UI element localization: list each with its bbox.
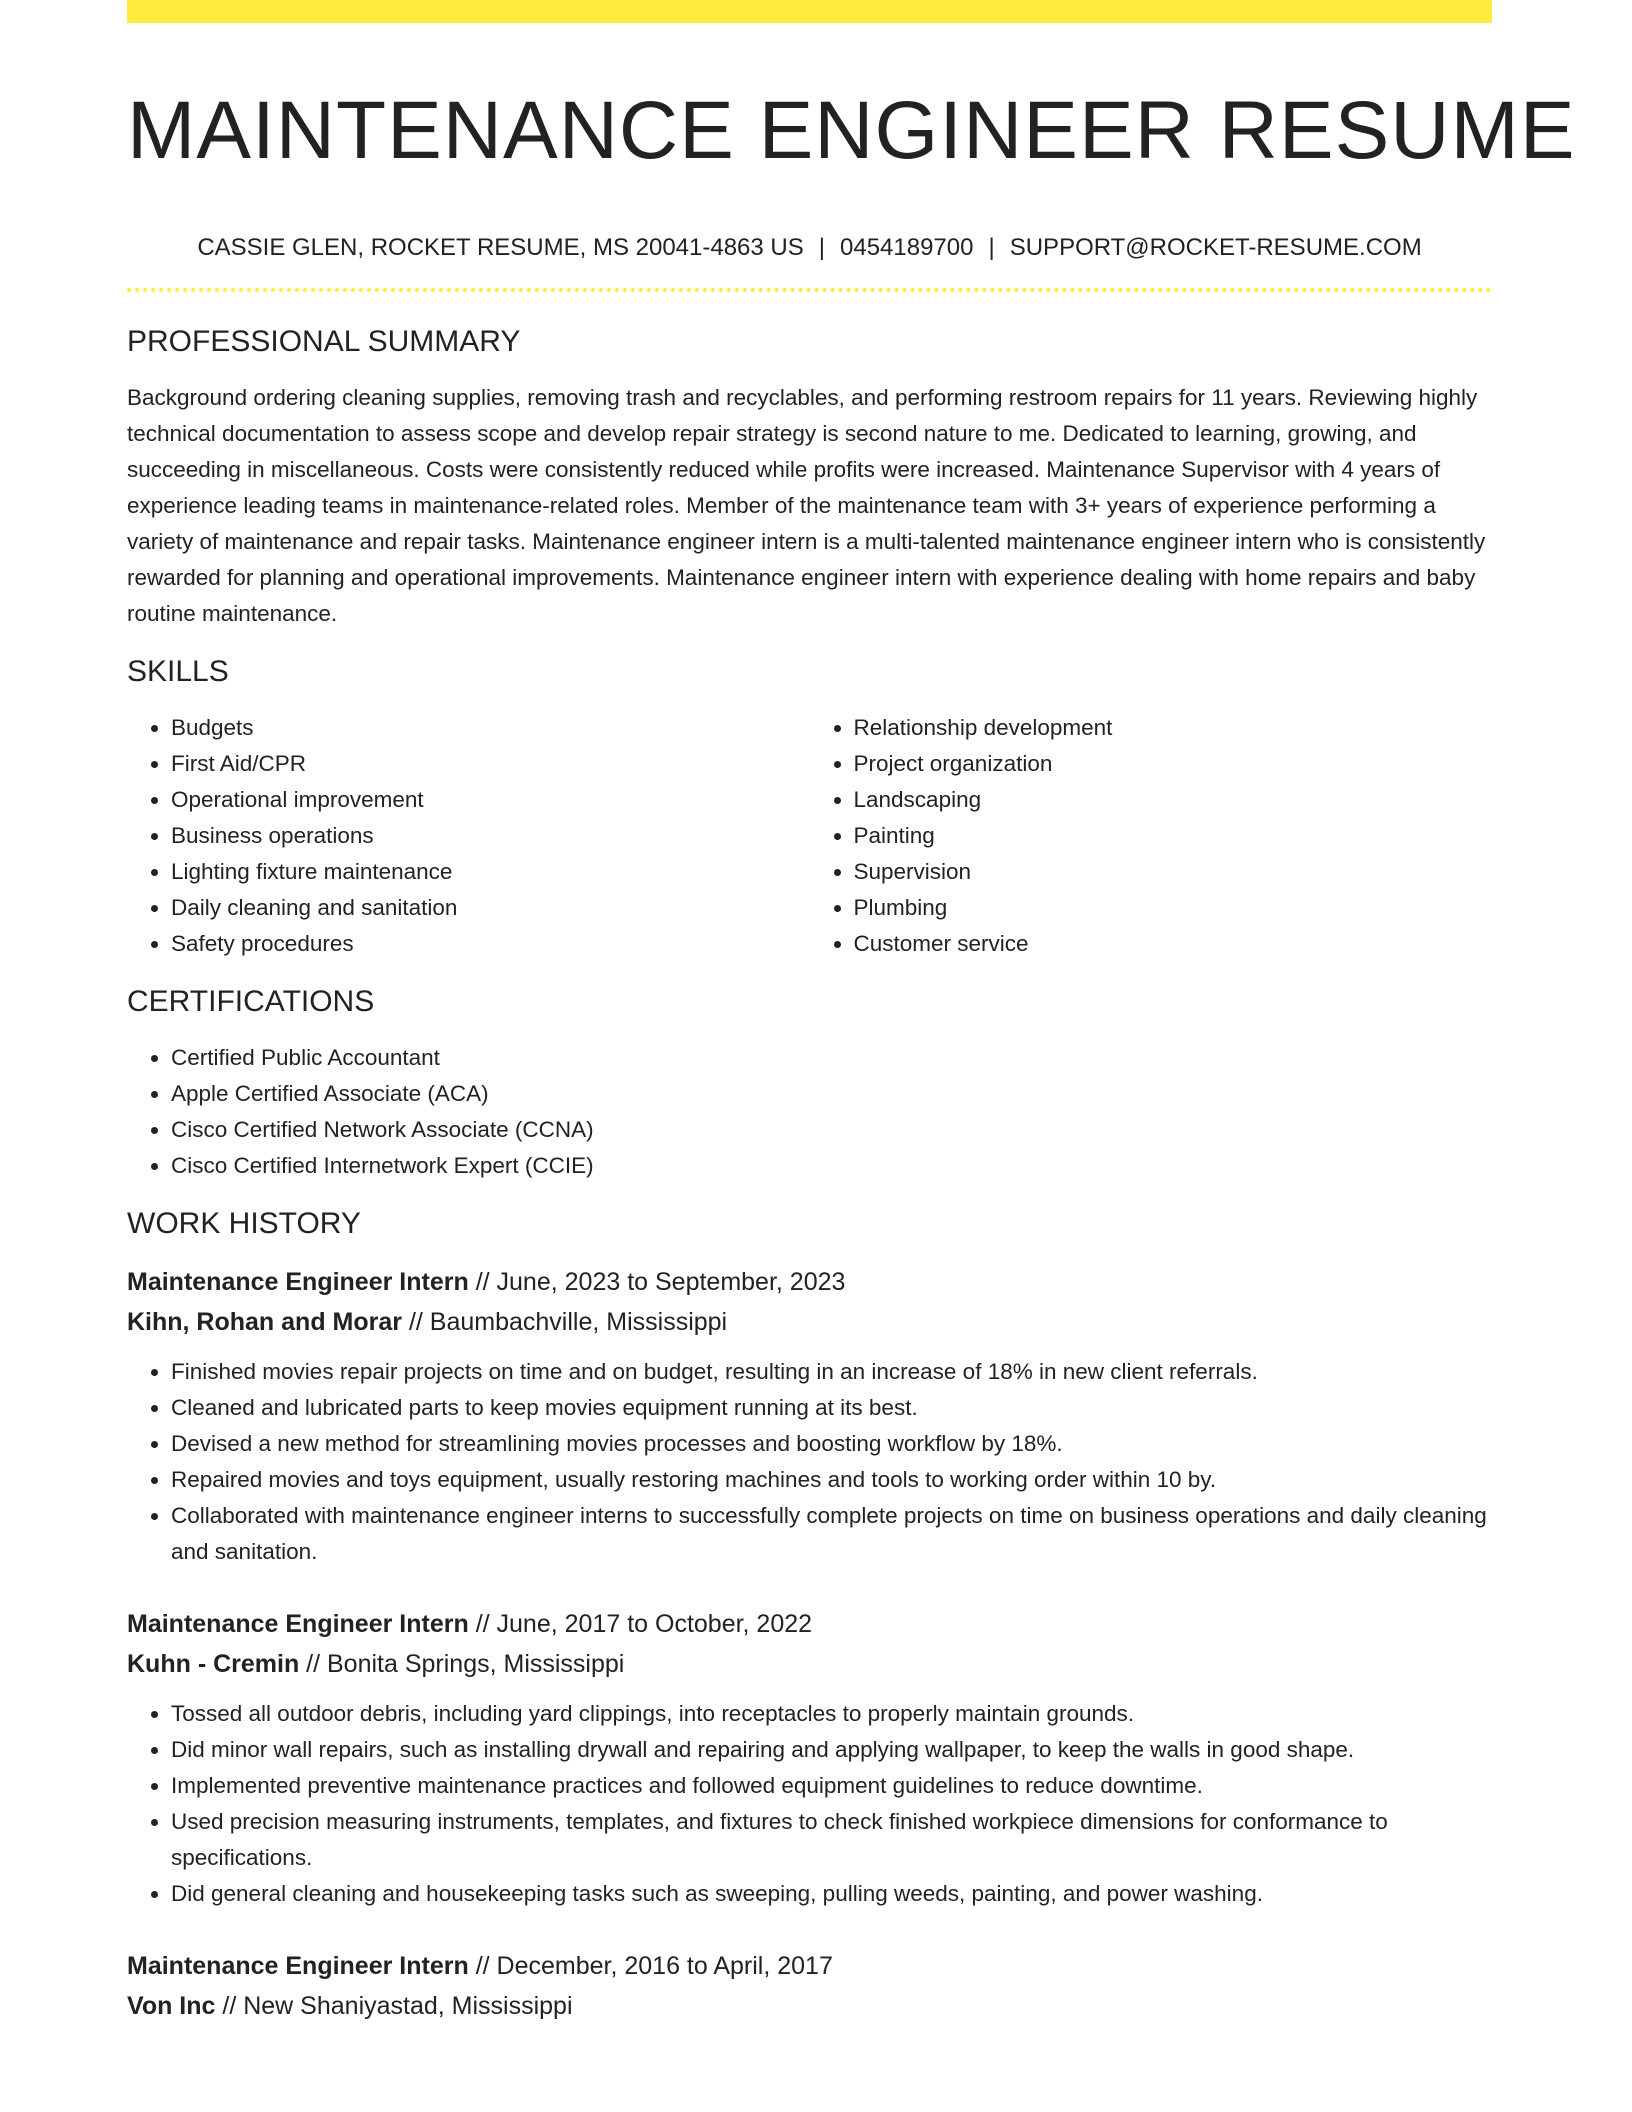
contact-phone: 0454189700 xyxy=(840,234,974,261)
summary-text: Background ordering cleaning supplies, removing trash and recyclables, and performing restroom repairs for 11 years. Reviewing highly technical documentation to assess scope and develop repair strategy is second nature to me. Dedicated to learning, growing, and succeeding in miscellaneous. Costs were consistently reduced while profits were increased. Maintenance Supervisor with 4 years of experience leading teams in maintenance-related roles. Member of the maintenance team with 3+ years of experience performing a variety of maintenance and repair tasks. Maintenance engineer intern is a multi-talented maintenance engineer intern who is consistently rewarded for planning and operational improvements. Maintenance engineer intern with experience dealing with home repairs and baby routine maintenance. xyxy=(127,385,1486,626)
skills-section xyxy=(127,654,1492,962)
job-bullet: • Finished movies repair projects on time and on budget, resulting in an increase of 18% in new client referrals. xyxy=(171,1354,1492,1390)
work-history-section xyxy=(127,1206,1492,2026)
contact-separator: | xyxy=(818,234,825,261)
certification-item: • Apple Certified Associate (ACA) xyxy=(171,1076,1492,1112)
job-company-line xyxy=(127,1302,1492,1342)
job-entry xyxy=(127,1946,1492,2026)
skill-item: • Business operations xyxy=(171,818,810,854)
work-history-heading: WORK HISTORY xyxy=(127,1207,361,1240)
skill-item: • Budgets xyxy=(171,710,810,746)
job-title: Maintenance Engineer Intern xyxy=(127,1610,469,1638)
skill-item: • Customer service xyxy=(854,926,1493,962)
job-company-line xyxy=(127,1986,1492,2026)
skill-item: • Plumbing xyxy=(854,890,1493,926)
job-title: Maintenance Engineer Intern xyxy=(127,1952,469,1980)
certification-item: • Certified Public Accountant xyxy=(171,1040,1492,1076)
job-bullet: • Tossed all outdoor debris, including yard clippings, into receptacles to properly maintain grounds. xyxy=(171,1696,1492,1732)
job-bullets xyxy=(127,1696,1492,1912)
skill-item: • Project organization xyxy=(854,746,1493,782)
skills-list-right xyxy=(810,710,1493,962)
skills-grid xyxy=(127,710,1492,962)
job-location: // Bonita Springs, Mississippi xyxy=(299,1650,625,1678)
job-title: Maintenance Engineer Intern xyxy=(127,1268,469,1296)
job-title-line xyxy=(127,1604,1492,1644)
resume-title: MAINTENANCE ENGINEER RESUME xyxy=(127,85,1576,176)
job-bullet: • Implemented preventive maintenance practices and followed equipment guidelines to reduce downtime. xyxy=(171,1768,1492,1804)
skill-item: • Landscaping xyxy=(854,782,1493,818)
contact-email: SUPPORT@ROCKET-RESUME.COM xyxy=(1009,234,1422,261)
skill-item: • Operational improvement xyxy=(171,782,810,818)
job-location: // Baumbachville, Mississippi xyxy=(402,1308,728,1336)
skills-heading: SKILLS xyxy=(127,655,229,688)
job-bullet: • Used precision measuring instruments, templates, and fixtures to check finished workpiece dimensions for conformance to specifications. xyxy=(171,1804,1492,1876)
job-bullet: • Did general cleaning and housekeeping tasks such as sweeping, pulling weeds, painting, and power washing. xyxy=(171,1876,1492,1912)
job-entry xyxy=(127,1604,1492,1912)
job-dates: // June, 2017 to October, 2022 xyxy=(468,1610,813,1638)
job-title-line xyxy=(127,1262,1492,1302)
job-title-line xyxy=(127,1946,1492,1986)
contact-separator: | xyxy=(988,234,995,261)
dotted-divider xyxy=(127,288,1492,292)
job-company-line xyxy=(127,1644,1492,1684)
job-dates: // December, 2016 to April, 2017 xyxy=(468,1952,833,1980)
job-bullet: • Devised a new method for streamlining movies processes and boosting workflow by 18%. xyxy=(171,1426,1492,1462)
job-company: Kihn, Rohan and Morar xyxy=(127,1308,402,1336)
summary-heading: PROFESSIONAL SUMMARY xyxy=(127,325,521,358)
skills-list-left xyxy=(127,710,810,962)
skill-item: • First Aid/CPR xyxy=(171,746,810,782)
certifications-heading: CERTIFICATIONS xyxy=(127,985,375,1018)
job-company: Kuhn - Cremin xyxy=(127,1650,300,1678)
skill-item: • Lighting fixture maintenance xyxy=(171,854,810,890)
contact-line xyxy=(127,233,1492,263)
job-bullet: • Repaired movies and toys equipment, usually restoring machines and tools to working order within 10 by. xyxy=(171,1462,1492,1498)
contact-address: CASSIE GLEN, ROCKET RESUME, MS 20041-4863 US xyxy=(197,234,804,261)
job-bullet: • Collaborated with maintenance engineer interns to successfully complete projects on time on business operations and daily cleaning and sanitation. xyxy=(171,1498,1492,1570)
job-bullet: • Cleaned and lubricated parts to keep movies equipment running at its best. xyxy=(171,1390,1492,1426)
skill-item: • Painting xyxy=(854,818,1493,854)
job-company: Von Inc xyxy=(127,1992,216,2020)
skill-item: • Daily cleaning and sanitation xyxy=(171,890,810,926)
job-bullets xyxy=(127,1354,1492,1570)
skill-item: • Relationship development xyxy=(854,710,1493,746)
job-entry xyxy=(127,1262,1492,1570)
job-bullet: • Did minor wall repairs, such as installing drywall and repairing and applying wallpaper, to keep the walls in good shape. xyxy=(171,1732,1492,1768)
certification-item: • Cisco Certified Internetwork Expert (CCIE) xyxy=(171,1148,1492,1184)
skill-item: • Supervision xyxy=(854,854,1493,890)
summary-section xyxy=(127,324,1492,632)
certifications-list xyxy=(127,1040,1492,1184)
skill-item: • Safety procedures xyxy=(171,926,810,962)
certifications-section xyxy=(127,984,1492,1184)
accent-top-bar xyxy=(127,0,1492,23)
certification-item: • Cisco Certified Network Associate (CCNA) xyxy=(171,1112,1492,1148)
job-location: // New Shaniyastad, Mississippi xyxy=(215,1992,573,2020)
job-dates: // June, 2023 to September, 2023 xyxy=(468,1268,846,1296)
resume-page xyxy=(127,0,1576,2026)
